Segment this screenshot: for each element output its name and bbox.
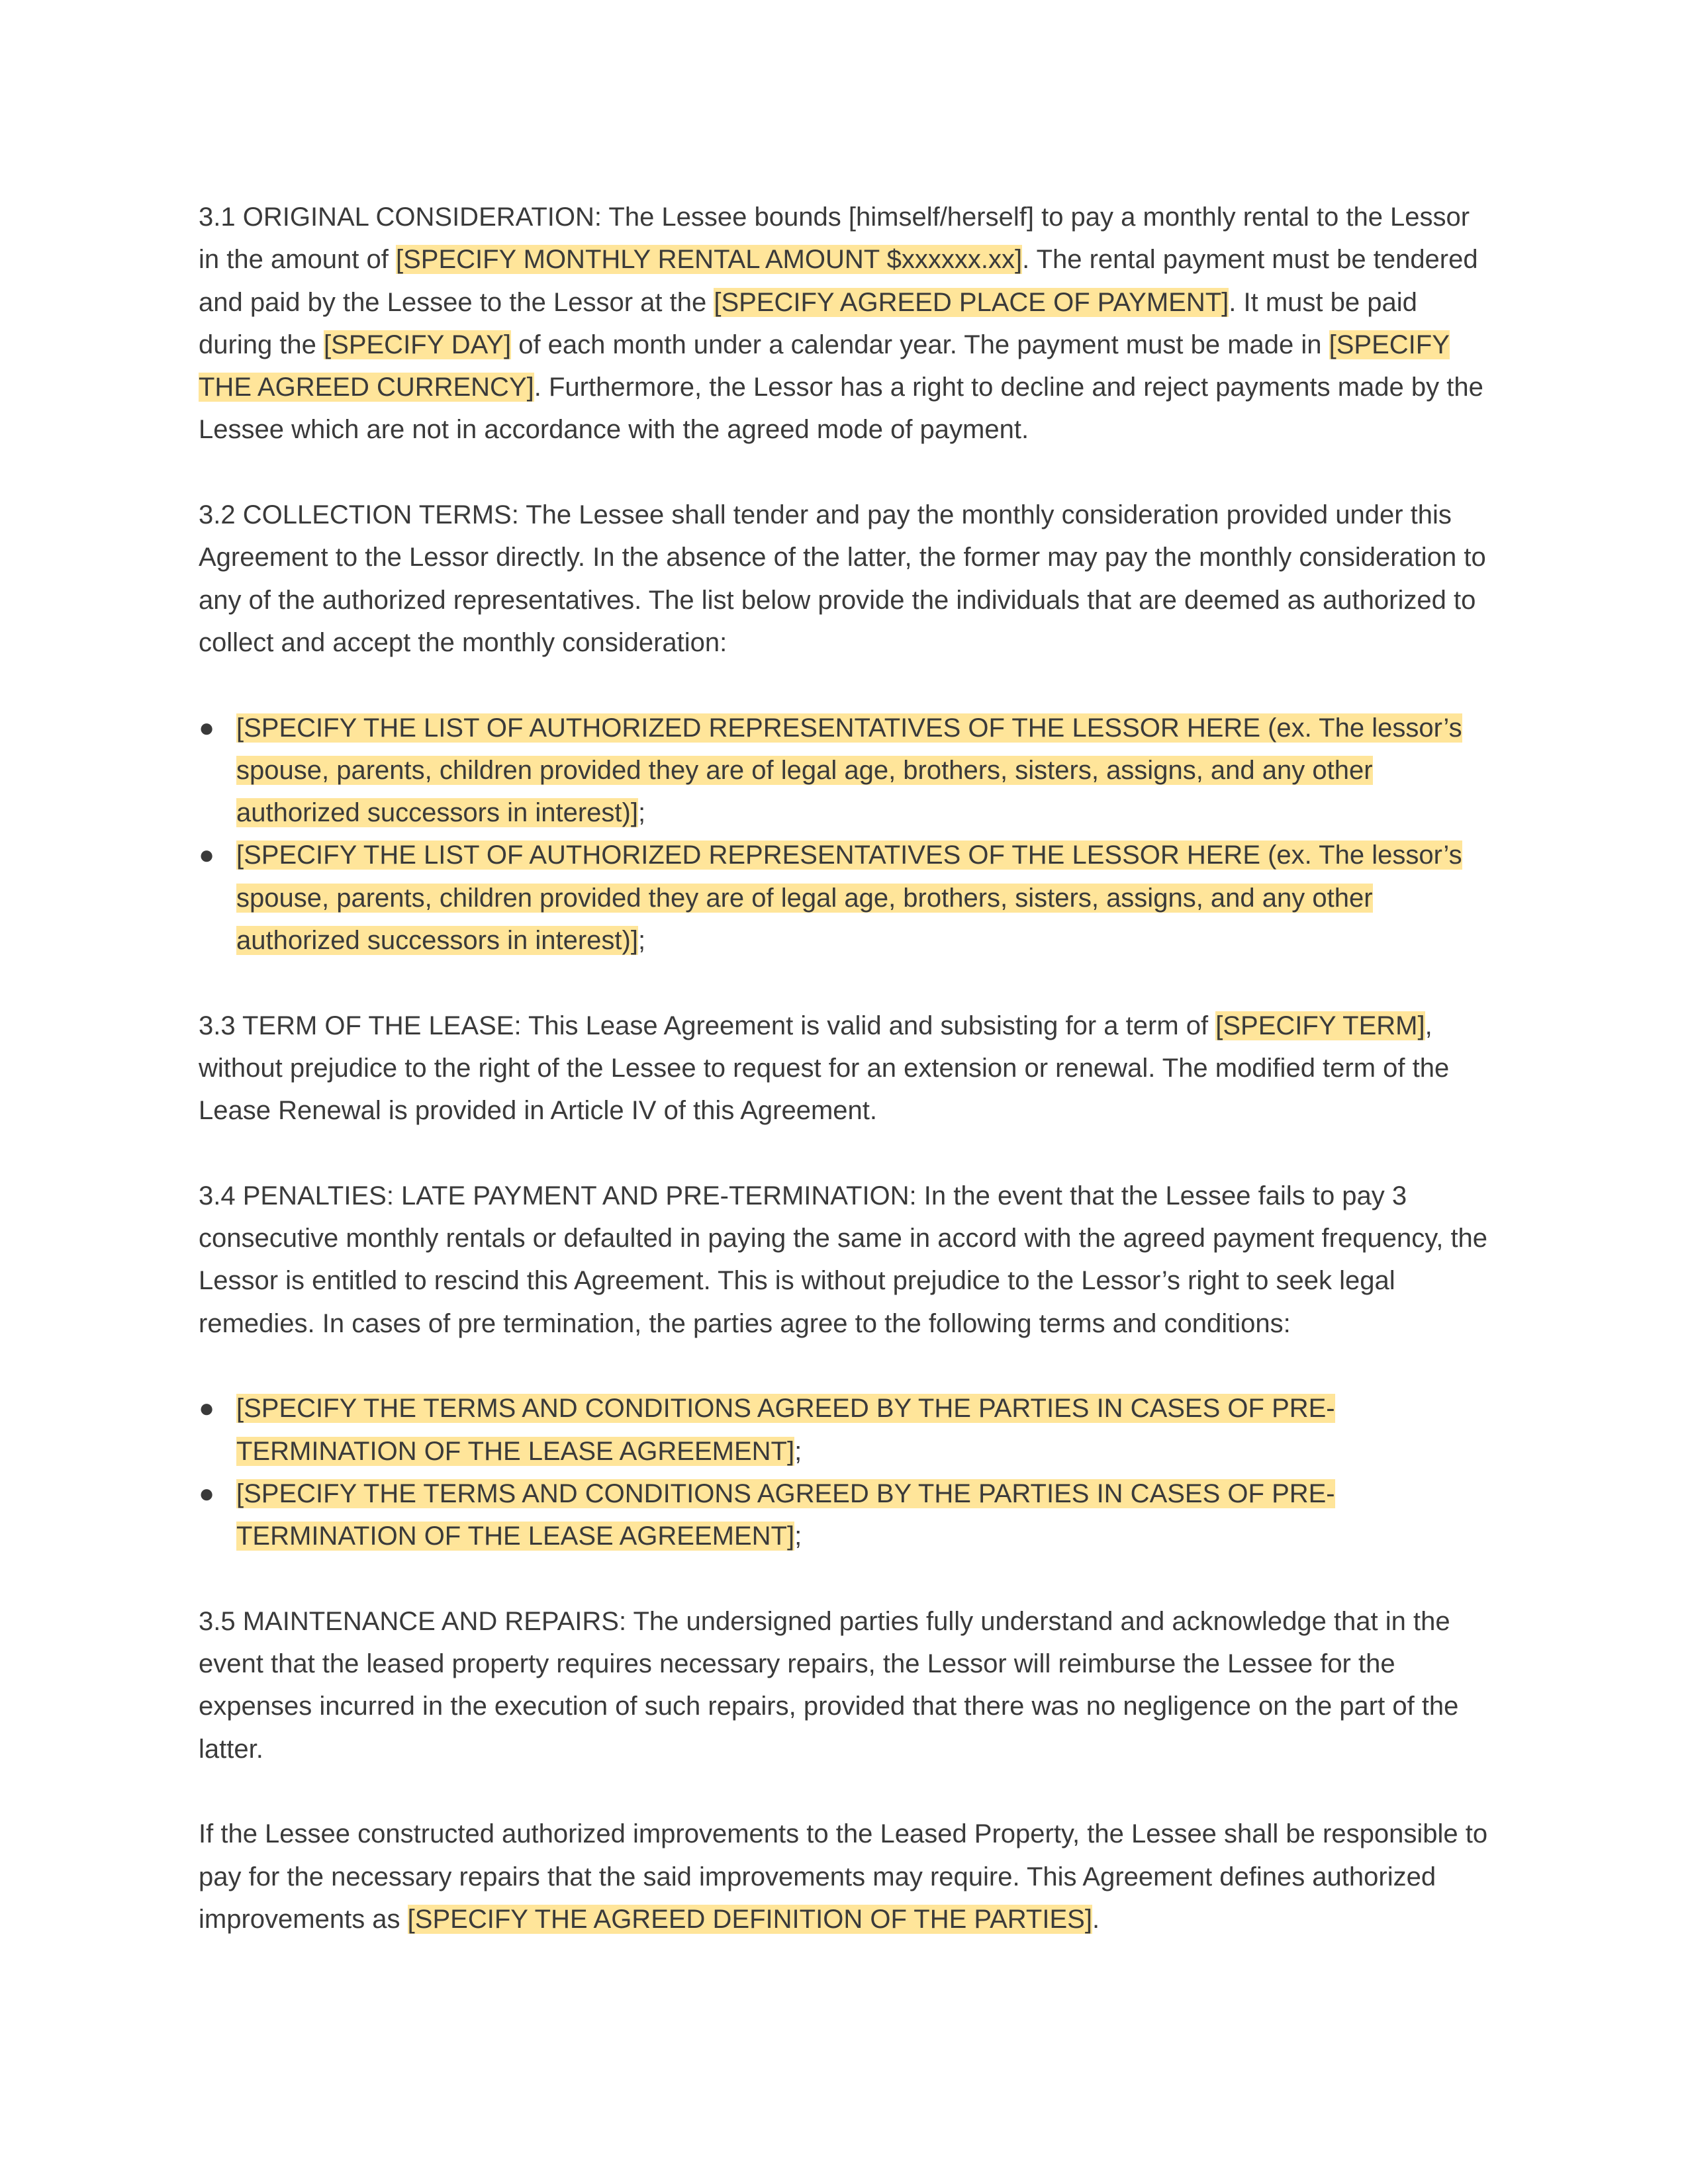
list-item (199, 1473, 1489, 1558)
placeholder-agreed-currency: [SPECIFY THE AGREED CURRENCY] (199, 330, 1450, 402)
placeholder-pre-termination-terms: [SPECIFY THE TERMS AND CONDITIONS AGREED BY THE PARTIES IN CASES OF PRE-TERMINATION OF THE LEASE AGREEMENT] (236, 1394, 1335, 1466)
list-item-tail: ; (637, 798, 646, 828)
placeholder-monthly-rental-amount: [SPECIFY MONTHLY RENTAL AMOUNT $xxxxxx.xx] (395, 245, 1023, 275)
section-3-3-text-1: 3.3 TERM OF THE LEASE: This Lease Agreement is valid and subsisting for a term of (199, 1011, 1216, 1040)
placeholder-pre-termination-terms: [SPECIFY THE TERMS AND CONDITIONS AGREED BY THE PARTIES IN CASES OF PRE-TERMINATION OF THE LEASE AGREEMENT] (236, 1479, 1335, 1551)
list-item (199, 834, 1489, 962)
placeholder-term: [SPECIFY TERM] (1215, 1011, 1425, 1040)
list-item (199, 1387, 1489, 1473)
section-3-1-original-consideration (199, 196, 1489, 451)
section-3-3-term-of-lease (199, 1005, 1489, 1132)
placeholder-authorized-representatives: [SPECIFY THE LIST OF AUTHORIZED REPRESENTATIVES OF THE LESSOR HERE (ex. The lessor’s spouse, parents, children provided they are of legal age, brothers, sisters, assigns, and any other authorized successors in interest)] (236, 713, 1462, 828)
section-3-1-text-1: 3.1 ORIGINAL CONSIDERATION: The Lessee bounds [himself/herself] to pay a monthly rental to the Lessor in the amount of (199, 203, 1470, 275)
list-item-tail: ; (794, 1436, 802, 1466)
pre-termination-terms-list (199, 1387, 1489, 1557)
section-3-4-text: 3.4 PENALTIES: LATE PAYMENT AND PRE-TERMINATION: In the event that the Lessee fails to pay 3 consecutive monthly rentals or defaulted in paying the same in accord with the agreed payment frequency, the Lessor is entitled to rescind this Agreement. This is without prejudice to the Lessor’s right to seek legal remedies. In cases of pre termination, the parties agree to the following terms and conditions: (199, 1181, 1488, 1338)
bullet-icon: ● (199, 1394, 215, 1424)
section-3-4-penalties (199, 1175, 1489, 1345)
authorized-representatives-list (199, 707, 1489, 962)
section-3-1-text-5: . Furthermore, the Lessor has a right to decline and reject payments made by the Lessee which are not in accordance with the agreed mode of payment. (199, 373, 1483, 445)
list-item-tail: ; (794, 1522, 802, 1551)
placeholder-authorized-representatives: [SPECIFY THE LIST OF AUTHORIZED REPRESENTATIVES OF THE LESSOR HERE (ex. The lessor’s spouse, parents, children provided they are of legal age, brothers, sisters, assigns, and any other authorized successors in interest)] (236, 841, 1462, 956)
list-item-tail: ; (637, 926, 646, 956)
document-page (199, 196, 1489, 1983)
bullet-icon: ● (199, 713, 215, 743)
authorized-improvements-paragraph (199, 1813, 1489, 1940)
bullet-icon: ● (199, 1479, 215, 1508)
section-3-1-text-3: . It must be paid during the (199, 287, 1417, 359)
placeholder-place-of-payment: [SPECIFY AGREED PLACE OF PAYMENT] (714, 287, 1229, 317)
section-3-1-text-4: of each month under a calendar year. The payment must be made in (511, 330, 1329, 359)
placeholder-payment-day: [SPECIFY DAY] (324, 330, 512, 359)
section-3-3-text-2: , without prejudice to the right of the Lessee to request for an extension or renewal. The modified term of the Lease Renewal is provided in Article IV of this Agreement. (199, 1011, 1450, 1126)
section-3-2-collection-terms (199, 494, 1489, 664)
section-3-5-text: 3.5 MAINTENANCE AND REPAIRS: The undersigned parties fully understand and acknowledge that in the event that the leased property requires necessary repairs, the Lessor will reimburse the Lessee for the expenses incurred in the execution of such repairs, provided that there was no negligence on the part of the latter. (199, 1606, 1459, 1764)
improvements-text-2: . (1092, 1904, 1100, 1934)
section-3-1-text-2: . The rental payment must be tendered and paid by the Lessee to the Lessor at the (199, 245, 1478, 317)
section-3-5-maintenance-repairs (199, 1600, 1489, 1770)
improvements-text-1: If the Lessee constructed authorized improvements to the Leased Property, the Lessee shall be responsible to pay for the necessary repairs that the said improvements may require. This Agreement defines authorized improvements as (199, 1819, 1488, 1934)
bullet-icon: ● (199, 841, 215, 870)
section-3-2-text: 3.2 COLLECTION TERMS: The Lessee shall tender and pay the monthly consideration provided under this Agreement to the Lessor directly. In the absence of the latter, the former may pay the monthly consideration to any of the authorized representatives. The list below provide the individuals that are deemed as authorized to collect and accept the monthly consideration: (199, 500, 1486, 657)
placeholder-definition-of-parties: [SPECIFY THE AGREED DEFINITION OF THE PARTIES] (407, 1904, 1092, 1934)
list-item (199, 707, 1489, 835)
